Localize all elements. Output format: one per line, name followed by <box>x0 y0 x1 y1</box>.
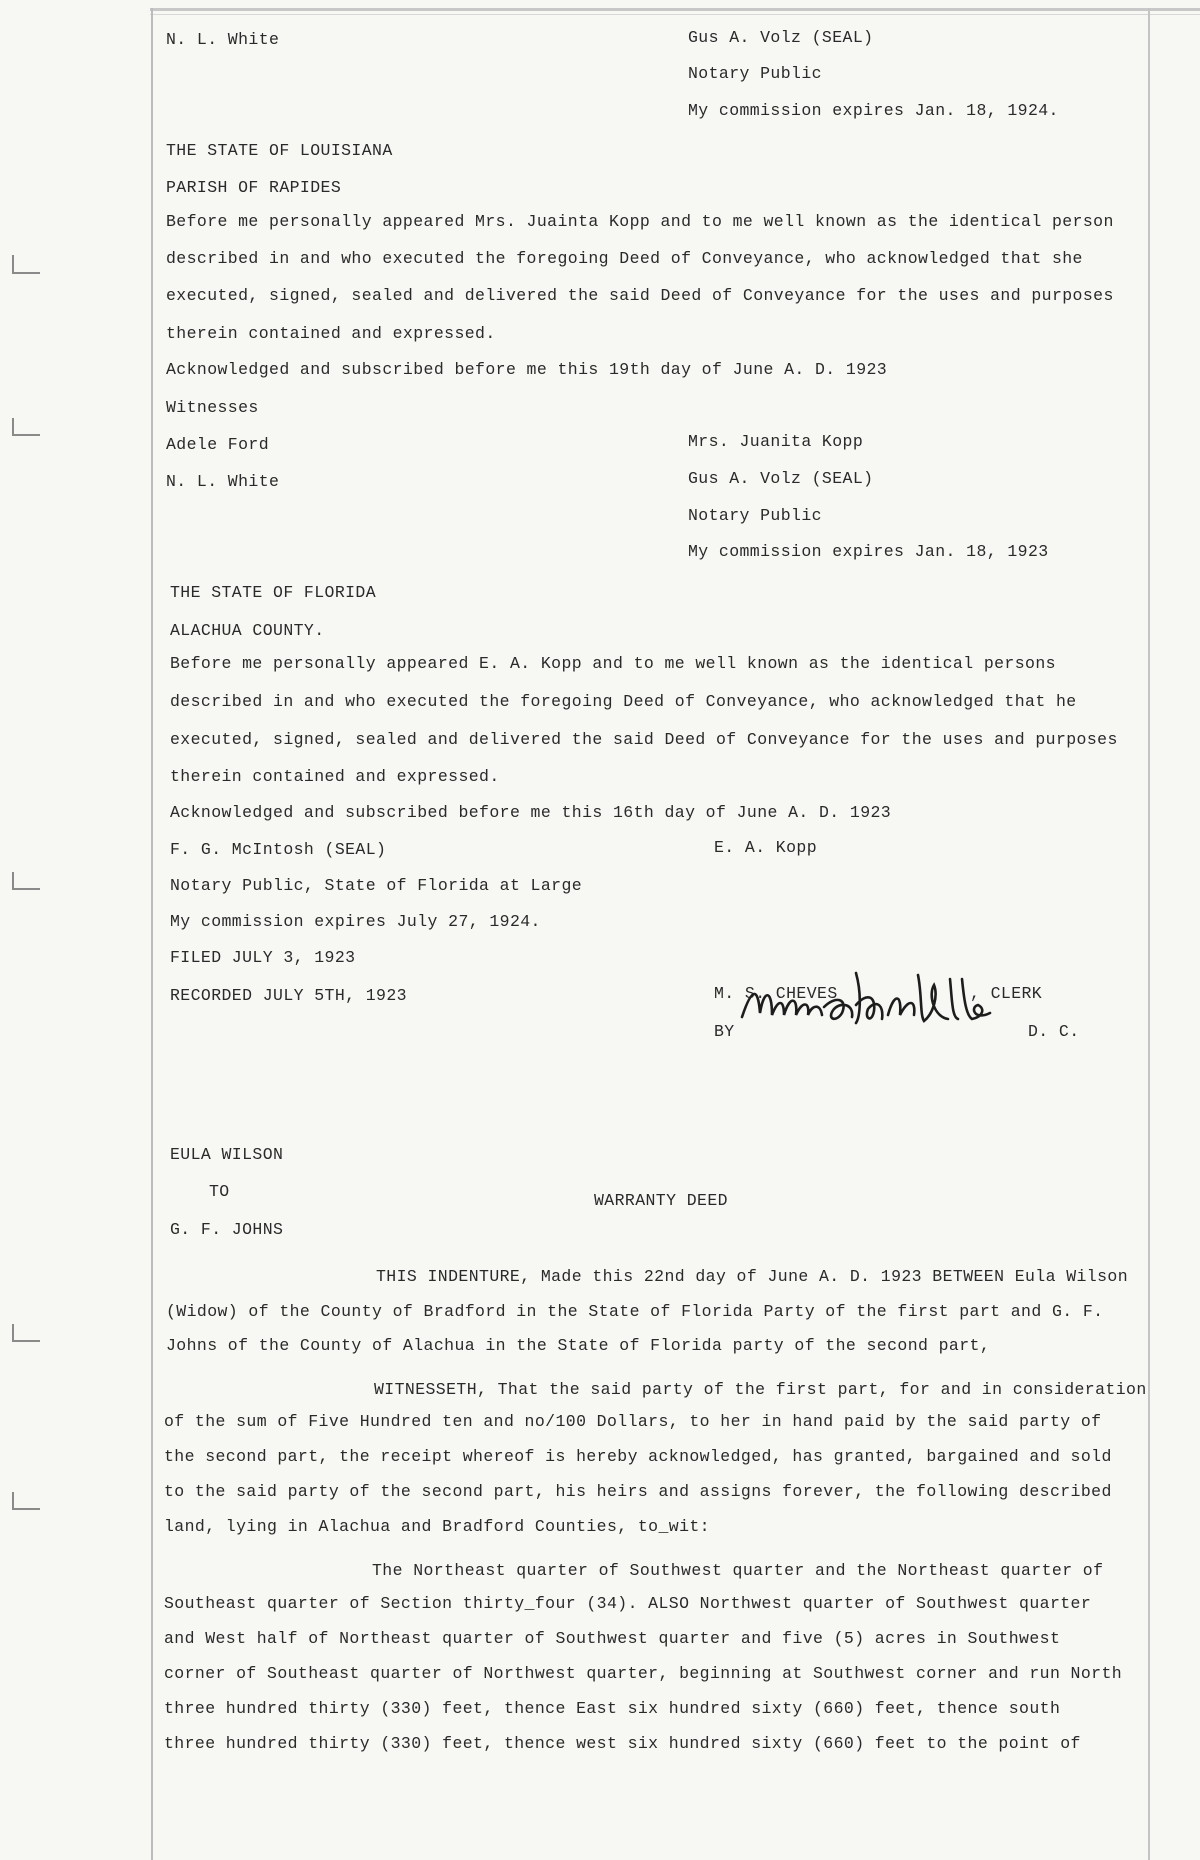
recorded-date: RECORDED JULY 5TH, 1923 <box>170 986 407 1005</box>
deed-text-line: three hundred thirty (330) feet, thence west six hundred sixty (660) feet to the point of <box>164 1734 1081 1753</box>
witnesses-label: Witnesses <box>166 398 259 417</box>
margin-tick <box>12 255 14 273</box>
notary-name: F. G. McIntosh (SEAL) <box>170 840 387 859</box>
notary-title: Notary Public, State of Florida at Large <box>170 876 583 895</box>
acknowledged-date: Acknowledged and subscribed before me this 16th day of June A. D. 1923 <box>170 803 892 822</box>
notary-commission: My commission expires Jan. 18, 1924. <box>688 101 1059 120</box>
deed-text-line: Johns of the County of Alachua in the State of Florida party of the second part, <box>166 1336 991 1355</box>
deed-text-line: three hundred thirty (330) feet, thence East six hundred sixty (660) feet, thence south <box>164 1699 1061 1718</box>
county-heading: ALACHUA COUNTY. <box>170 621 325 640</box>
margin-tick <box>12 418 14 436</box>
margin-tick <box>12 1492 14 1510</box>
grantee-name: G. F. JOHNS <box>170 1220 284 1239</box>
clerk-title: , CLERK <box>970 984 1043 1003</box>
deed-title: WARRANTY DEED <box>594 1191 728 1210</box>
deputy-clerk-label: D. C. <box>1028 1022 1080 1041</box>
acknowledgment-line: described in and who executed the foregoing Deed of Conveyance, who acknowledged that she <box>166 249 1083 268</box>
by-label: BY <box>714 1022 735 1041</box>
acknowledgment-line: Before me personally appeared Mrs. Juainta Kopp and to me well known as the identical person <box>166 212 1114 231</box>
margin-tick <box>12 272 40 274</box>
witness-name: Adele Ford <box>166 435 270 454</box>
left-margin-rule <box>151 8 153 1860</box>
filed-date: FILED JULY 3, 1923 <box>170 948 356 967</box>
acknowledgment-line: therein contained and expressed. <box>170 767 500 786</box>
notary-title: Notary Public <box>688 64 822 83</box>
to-label: TO <box>209 1182 230 1201</box>
deed-text-line: The Northeast quarter of Southwest quarter and the Northeast quarter of <box>372 1561 1104 1580</box>
notary-name: Gus A. Volz (SEAL) <box>688 28 874 47</box>
top-rule <box>150 8 1200 11</box>
parish-heading: PARISH OF RAPIDES <box>166 178 342 197</box>
right-margin-rule <box>1148 8 1150 1860</box>
acknowledgment-line: executed, signed, sealed and delivered the said Deed of Conveyance for the uses and purposes <box>170 730 1118 749</box>
witness-name: N. L. White <box>166 472 280 491</box>
deed-text-line: Southeast quarter of Section thirty_four (34). ALSO Northwest quarter of Southwest quarter <box>164 1594 1092 1613</box>
top-rule-secondary <box>150 14 1200 15</box>
notary-commission: My commission expires July 27, 1924. <box>170 912 541 931</box>
grantor-name: EULA WILSON <box>170 1145 284 1164</box>
acknowledgment-line: Before me personally appeared E. A. Kopp and to me well known as the identical persons <box>170 654 1056 673</box>
margin-tick <box>12 1324 14 1342</box>
state-heading: THE STATE OF FLORIDA <box>170 583 377 602</box>
deed-text-line: WITNESSETH, That the said party of the first part, for and in consideration <box>374 1380 1147 1399</box>
deed-text-line: the second part, the receipt whereof is hereby acknowledged, has granted, bargained and sold <box>164 1447 1112 1466</box>
state-heading: THE STATE OF LOUISIANA <box>166 141 393 160</box>
clerk-name: M. S. CHEVES <box>714 984 838 1003</box>
notary-commission: My commission expires Jan. 18, 1923 <box>688 542 1049 561</box>
deed-text-line: THIS INDENTURE, Made this 22nd day of June A. D. 1923 BETWEEN Eula Wilson <box>376 1267 1129 1286</box>
deed-text-line: of the sum of Five Hundred ten and no/100 Dollars, to her in hand paid by the said party of <box>164 1412 1102 1431</box>
deed-text-line: to the said party of the second part, his heirs and assigns forever, the following described <box>164 1482 1112 1501</box>
deed-text-line: land, lying in Alachua and Bradford Counties, to_wit: <box>164 1517 710 1536</box>
clerk-signature <box>738 965 998 1035</box>
acknowledgment-line: described in and who executed the foregoing Deed of Conveyance, who acknowledged that he <box>170 692 1077 711</box>
margin-tick <box>12 1508 40 1510</box>
witness-name: N. L. White <box>166 30 280 49</box>
acknowledged-date: Acknowledged and subscribed before me this 19th day of June A. D. 1923 <box>166 360 888 379</box>
deed-text-line: and West half of Northeast quarter of Southwest quarter and five (5) acres in Southwest <box>164 1629 1061 1648</box>
acknowledgment-line: executed, signed, sealed and delivered the said Deed of Conveyance for the uses and purposes <box>166 286 1114 305</box>
deed-text-line: corner of Southeast quarter of Northwest quarter, beginning at Southwest corner and run North <box>164 1664 1123 1683</box>
acknowledgment-line: therein contained and expressed. <box>166 324 496 343</box>
margin-tick <box>12 872 14 890</box>
signer-name: Mrs. Juanita Kopp <box>688 432 864 451</box>
notary-name: Gus A. Volz (SEAL) <box>688 469 874 488</box>
margin-tick <box>12 888 40 890</box>
signer-name: E. A. Kopp <box>714 838 818 857</box>
notary-title: Notary Public <box>688 506 822 525</box>
margin-tick <box>12 1340 40 1342</box>
deed-text-line: (Widow) of the County of Bradford in the State of Florida Party of the first part and G. F. <box>166 1302 1104 1321</box>
margin-tick <box>12 434 40 436</box>
